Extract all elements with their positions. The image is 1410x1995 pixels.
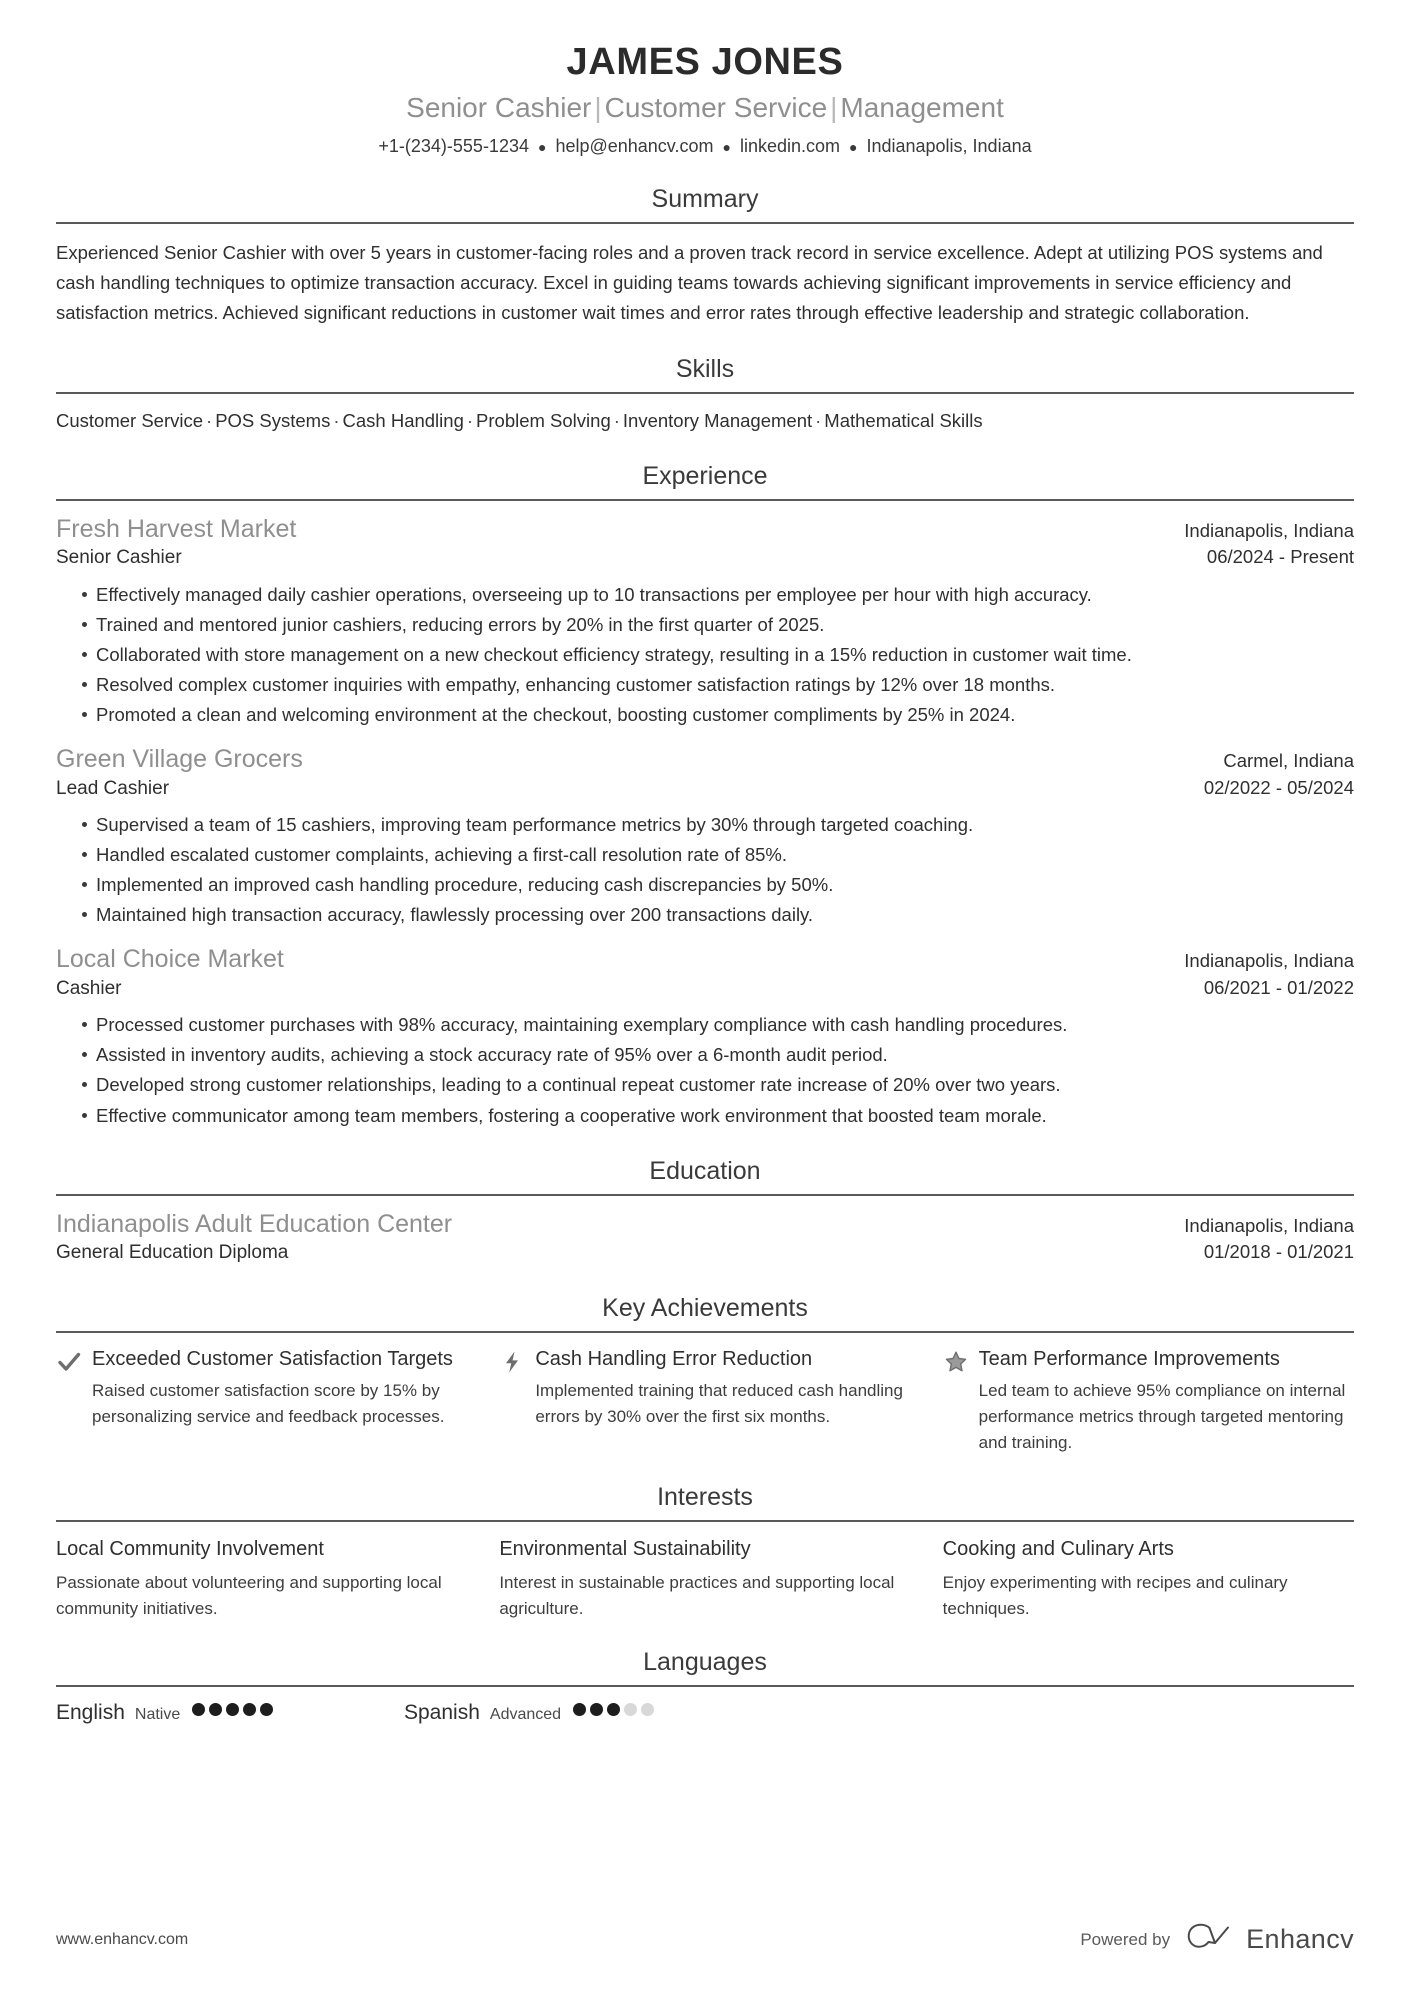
skill-item: Mathematical Skills xyxy=(824,410,983,432)
bullet-separator-icon: ● xyxy=(849,138,858,155)
experience-bullet: Resolved complex customer inquiries with empathy, enhancing customer satisfaction ratings by 12% over 18 months. xyxy=(82,670,1354,699)
experience-bullet-list xyxy=(56,1010,1354,1129)
education-entry xyxy=(56,1208,1354,1267)
section-title-key-achievements: Key Achievements xyxy=(602,1293,808,1322)
experience-organization: Fresh Harvest Market xyxy=(56,514,297,543)
experience-bullet: Processed customer purchases with 98% accuracy, maintaining exemplary compliance with cash handling procedures. xyxy=(82,1010,1354,1039)
headline-divider-icon: | xyxy=(594,91,602,123)
interest-description: Enjoy experimenting with recipes and culinary techniques. xyxy=(942,1572,1288,1618)
section-key-achievements xyxy=(56,1293,1354,1456)
language-name: English xyxy=(56,1701,125,1725)
section-title-education: Education xyxy=(649,1156,761,1185)
experience-location: Indianapolis, Indiana xyxy=(1184,519,1354,541)
experience-location: Carmel, Indiana xyxy=(1223,750,1354,772)
lightning-bolt-icon xyxy=(499,1349,525,1375)
section-rule xyxy=(56,499,1354,501)
interest-description: Interest in sustainable practices and supporting local agriculture. xyxy=(499,1572,895,1618)
headline-part-1: Senior Cashier xyxy=(406,91,592,123)
education-entries xyxy=(56,1208,1354,1267)
rating-dot-filled-icon xyxy=(590,1703,603,1716)
achievement-description: Implemented training that reduced cash handling errors by 30% over the first six months. xyxy=(535,1381,903,1427)
experience-dates: 06/2021 - 01/2022 xyxy=(1203,976,1354,998)
section-experience xyxy=(56,461,1354,1130)
footer-website-link[interactable]: www.enhancv.com xyxy=(56,1930,189,1948)
experience-bullet: Effectively managed daily cashier operations, overseeing up to 10 transactions per employee per hour with high accuracy. xyxy=(82,580,1354,609)
resume-header xyxy=(56,42,1354,158)
section-languages xyxy=(56,1647,1354,1725)
section-title-skills: Skills xyxy=(675,355,735,384)
skill-item: Inventory Management xyxy=(622,410,813,432)
experience-bullet: Developed strong customer relationships, leading to a continual repeat customer rate increase of 20% over two years. xyxy=(82,1070,1354,1099)
education-institution: Indianapolis Adult Education Center xyxy=(56,1209,453,1238)
experience-bullet: Trained and mentored junior cashiers, reducing errors by 20% in the first quarter of 2025. xyxy=(82,610,1354,639)
language-item xyxy=(404,1701,752,1725)
contact-email[interactable]: help@enhancv.com xyxy=(555,135,714,156)
achievement-row xyxy=(943,1347,1354,1456)
experience-dates: 02/2022 - 05/2024 xyxy=(1203,776,1354,798)
contact-linkedin[interactable]: linkedin.com xyxy=(739,135,840,156)
experience-bullet: Promoted a clean and welcoming environment at the checkout, boosting customer compliments by 25% in 2024. xyxy=(82,700,1354,729)
experience-entry-subheader xyxy=(56,545,1354,572)
skills-list xyxy=(56,394,1354,435)
experience-bullet-list xyxy=(56,810,1354,929)
skill-item: Cash Handling xyxy=(342,410,464,432)
interest-item xyxy=(943,1536,1354,1622)
experience-role: Cashier xyxy=(56,977,122,999)
education-dates: 01/2018 - 01/2021 xyxy=(1203,1241,1354,1263)
education-entry-header xyxy=(56,1208,1354,1241)
experience-entry-header xyxy=(56,743,1354,776)
language-rating-dots xyxy=(180,1703,273,1716)
achievement-title: Team Performance Improvements xyxy=(978,1347,1280,1370)
achievement-item xyxy=(499,1347,910,1456)
skill-item: POS Systems xyxy=(215,410,331,432)
interest-item xyxy=(499,1536,910,1622)
experience-entry xyxy=(56,943,1354,1129)
skill-separator-icon: · xyxy=(206,410,213,432)
skill-item: Customer Service xyxy=(56,410,204,432)
experience-bullet: Handled escalated customer complaints, achieving a first-call resolution rate of 85%. xyxy=(82,840,1354,869)
interest-title: Local Community Involvement xyxy=(56,1537,324,1560)
languages-row xyxy=(56,1687,1354,1725)
rating-dot-filled-icon xyxy=(192,1703,205,1716)
check-icon xyxy=(56,1349,82,1375)
experience-bullet: Maintained high transaction accuracy, flawlessly processing over 200 transactions daily. xyxy=(82,900,1354,929)
rating-dot-filled-icon xyxy=(607,1703,620,1716)
achievement-description: Led team to achieve 95% compliance on internal performance metrics through targeted mentoring and training. xyxy=(978,1381,1346,1452)
experience-bullet: Supervised a team of 15 cashiers, improving team performance metrics by 30% through targeted coaching. xyxy=(82,810,1354,839)
bullet-separator-icon: ● xyxy=(537,138,547,155)
achievement-body xyxy=(92,1347,467,1430)
education-entry-subheader xyxy=(56,1240,1354,1267)
section-rule xyxy=(56,1194,1354,1196)
experience-bullet: Effective communicator among team members, fostering a cooperative work environment that boosted team morale. xyxy=(82,1101,1354,1130)
rating-dot-filled-icon xyxy=(243,1703,256,1716)
rating-dot-filled-icon xyxy=(226,1703,239,1716)
skill-separator-icon: · xyxy=(815,410,822,432)
experience-bullet: Implemented an improved cash handling procedure, reducing cash discrepancies by 50%. xyxy=(82,870,1354,899)
experience-bullet: Assisted in inventory audits, achieving a stock accuracy rate of 95% over a 6-month audit period. xyxy=(82,1040,1354,1069)
candidate-name: JAMES JONES xyxy=(566,41,844,83)
contact-phone: +1-(234)-555-1234 xyxy=(378,135,529,156)
enhancv-logo-icon xyxy=(1184,1922,1236,1957)
powered-by-block xyxy=(1080,1922,1354,1957)
contact-line xyxy=(56,135,1354,158)
experience-entry xyxy=(56,743,1354,929)
section-interests xyxy=(56,1482,1354,1622)
section-summary xyxy=(56,184,1354,328)
section-title-experience: Experience xyxy=(642,461,768,490)
achievement-item xyxy=(943,1347,1354,1456)
interest-title: Environmental Sustainability xyxy=(499,1537,751,1560)
experience-entry xyxy=(56,513,1354,729)
powered-by-label: Powered by xyxy=(1080,1929,1171,1949)
experience-bullet: Collaborated with store management on a new checkout efficiency strategy, resulting in a 15% reduction in customer wait time. xyxy=(82,640,1354,669)
experience-entry-header xyxy=(56,943,1354,976)
experience-role: Senior Cashier xyxy=(56,547,182,569)
experience-role: Lead Cashier xyxy=(56,777,170,799)
achievement-description: Raised customer satisfaction score by 15% by personalizing service and feedback processes. xyxy=(92,1381,445,1427)
experience-entry-subheader xyxy=(56,976,1354,1003)
rating-dot-filled-icon xyxy=(209,1703,222,1716)
section-title-interests: Interests xyxy=(657,1482,753,1511)
skill-separator-icon: · xyxy=(466,410,474,432)
rating-dot-filled-icon xyxy=(260,1703,273,1716)
headline-part-3: Management xyxy=(840,91,1004,123)
skill-separator-icon: · xyxy=(333,410,340,432)
education-degree: General Education Diploma xyxy=(56,1242,289,1264)
language-name: Spanish xyxy=(404,1701,480,1725)
page-footer xyxy=(56,1922,1354,1957)
achievement-body xyxy=(535,1347,910,1430)
achievement-item xyxy=(56,1347,467,1456)
language-rating-dots xyxy=(561,1703,654,1716)
achievement-title: Cash Handling Error Reduction xyxy=(535,1347,813,1370)
enhancv-brand-name: Enhancv xyxy=(1246,1924,1354,1954)
experience-bullet-list xyxy=(56,580,1354,729)
language-level: Advanced xyxy=(489,1706,562,1724)
interest-item xyxy=(56,1536,467,1622)
interest-title: Cooking and Culinary Arts xyxy=(942,1537,1174,1560)
section-education xyxy=(56,1156,1354,1267)
experience-entry-subheader xyxy=(56,776,1354,803)
interest-columns xyxy=(56,1522,1354,1622)
rating-dot-filled-icon xyxy=(573,1703,586,1716)
contact-location: Indianapolis, Indiana xyxy=(866,135,1032,156)
language-level: Native xyxy=(134,1706,181,1724)
interest-description: Passionate about volunteering and supporting local community initiatives. xyxy=(56,1572,442,1618)
achievement-row xyxy=(499,1347,910,1430)
section-title-summary: Summary xyxy=(651,185,759,214)
experience-location: Indianapolis, Indiana xyxy=(1184,950,1354,972)
rating-dot-empty-icon xyxy=(624,1703,637,1716)
experience-organization: Green Village Grocers xyxy=(56,745,303,774)
education-location: Indianapolis, Indiana xyxy=(1184,1214,1354,1236)
skill-separator-icon: · xyxy=(613,410,620,432)
experience-organization: Local Choice Market xyxy=(56,945,284,974)
section-skills xyxy=(56,354,1354,435)
section-title-languages: Languages xyxy=(643,1648,767,1677)
rating-dot-empty-icon xyxy=(641,1703,654,1716)
candidate-headline xyxy=(56,90,1354,125)
experience-entry-header xyxy=(56,513,1354,546)
bullet-separator-icon: ● xyxy=(722,138,731,155)
headline-part-2: Customer Service xyxy=(604,91,828,123)
achievement-body xyxy=(979,1347,1354,1456)
headline-divider-icon: | xyxy=(830,91,838,123)
summary-text: Experienced Senior Cashier with over 5 years in customer-facing roles and a proven track record in service excellence. Adept at utilizing POS systems and cash handling techniques to optimize transaction accuracy. Excel in guiding teams towards achieving significant improvements in service efficiency and satisfaction metrics. Achieved significant reductions in customer wait times and error rates through effective leadership and strategic collaboration. xyxy=(56,242,1323,324)
achievement-row xyxy=(56,1347,467,1430)
skill-item: Problem Solving xyxy=(476,410,611,432)
experience-dates: 06/2024 - Present xyxy=(1206,546,1354,568)
enhancv-brand xyxy=(1184,1922,1354,1957)
experience-entries xyxy=(56,513,1354,1130)
language-item xyxy=(56,1701,404,1725)
star-icon xyxy=(943,1349,969,1375)
achievement-title: Exceeded Customer Satisfaction Targets xyxy=(92,1347,453,1370)
achievement-columns xyxy=(56,1333,1354,1456)
